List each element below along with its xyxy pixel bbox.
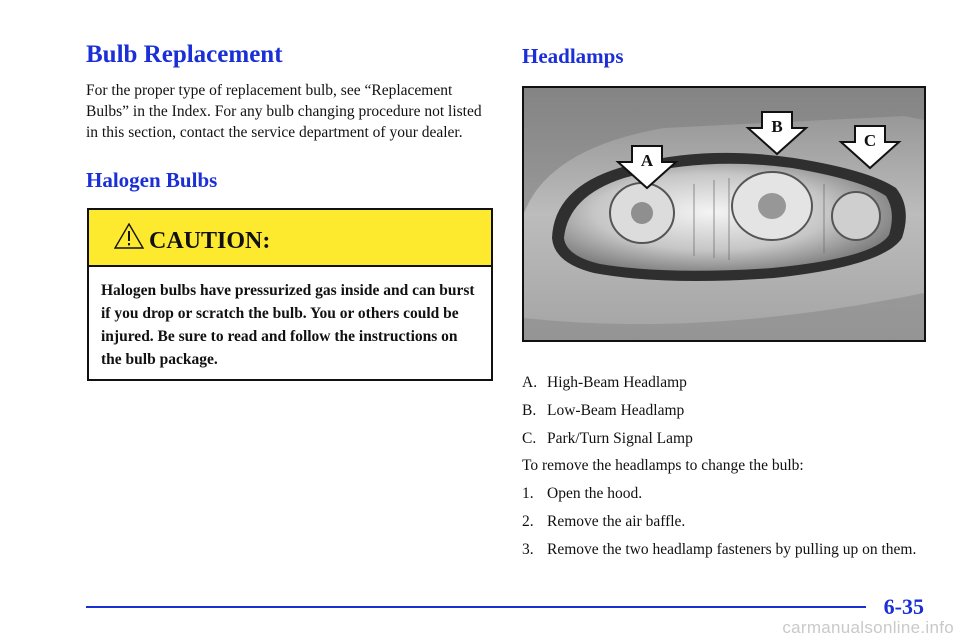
section-heading-headlamps: Headlamps — [522, 44, 624, 68]
caution-label: CAUTION: — [149, 228, 271, 254]
caution-box — [87, 208, 493, 381]
intro-paragraph: For the proper type of replacement bulb, see “Replacement Bulbs” in the Index. For any bulb changing procedure not listed in this section, contact the service department of your dealer. — [86, 82, 482, 141]
step-item: 3. Remove the two headlamp fasteners by pulling up on them. — [522, 541, 917, 558]
page-title: Bulb Replacement — [86, 41, 283, 68]
photo-legend — [522, 369, 693, 453]
warning-triangle-icon — [114, 223, 144, 249]
section-heading-halogen-bulbs: Halogen Bulbs — [86, 168, 218, 192]
page-number: 6-35 — [883, 594, 924, 619]
step-list — [522, 483, 922, 567]
caution-header — [89, 210, 491, 267]
svg-text:C: C — [863, 131, 877, 150]
legend-item: A. High-Beam Headlamp — [522, 374, 687, 391]
instruction-text: To remove the headlamps to change the bulb: — [522, 457, 804, 474]
step-item: 2. Remove the air baffle. — [522, 513, 686, 530]
footer-rule — [86, 606, 866, 608]
step-item: 1. Open the hood. — [522, 485, 643, 502]
legend-item: C. Park/Turn Signal Lamp — [522, 430, 693, 447]
watermark: carmanualsonline.info — [782, 618, 954, 637]
caution-text: Halogen bulbs have pressurized gas inside and can burst if you drop or scratch the bulb. You or others could be injured. Be sure to read and follow the instructions on the bulb package. — [101, 282, 475, 368]
svg-text:A: A — [640, 151, 654, 170]
legend-item: B. Low-Beam Headlamp — [522, 402, 685, 419]
headlamp-photo — [522, 86, 926, 342]
svg-text:B: B — [771, 117, 783, 136]
